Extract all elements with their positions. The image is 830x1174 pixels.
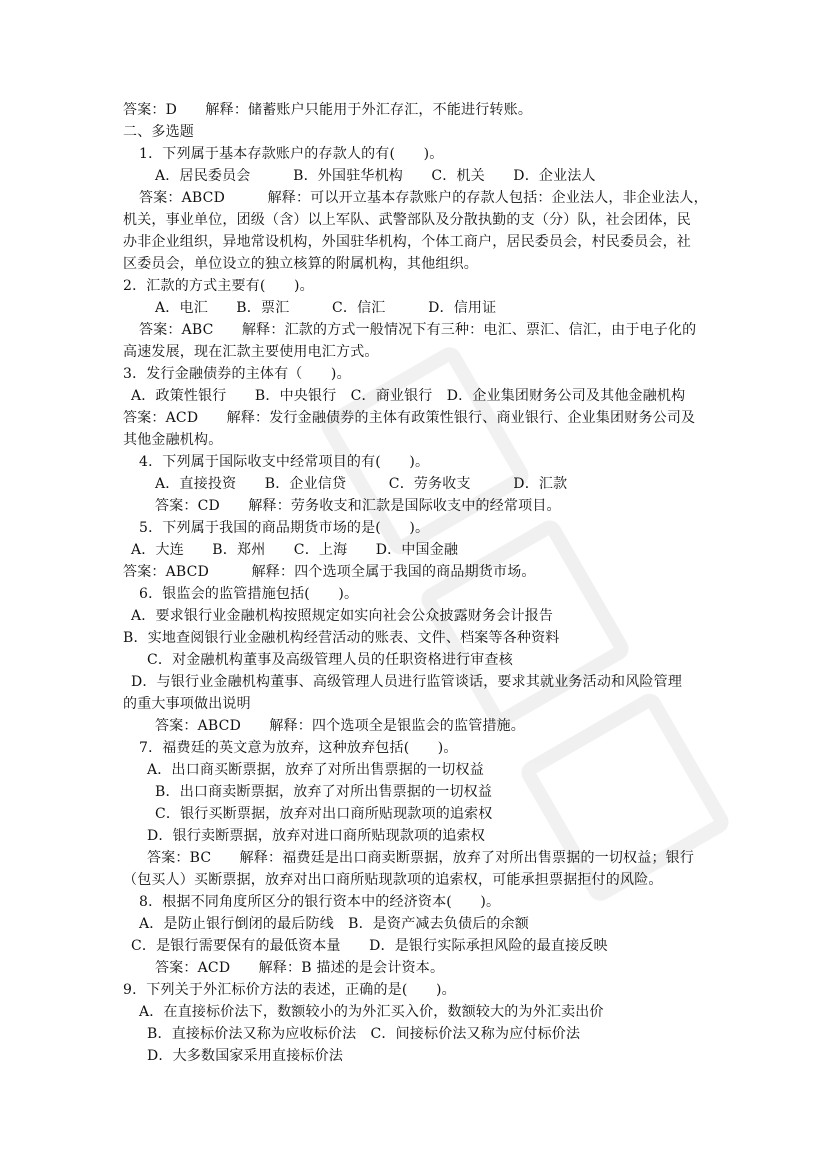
explanation-line: （包买人）买断票据，放弃对出口商所贴现款项的追索权，可能承担票据拒付的风险。 — [123, 872, 663, 888]
question-line: 7．福费廷的英文意为放弃，这种放弃包括( )。 — [139, 740, 458, 756]
explanation-line: 机关，事业单位，团级（含）以上军队、武警部队及分散执勤的支（分）队，社会团体，民 — [123, 212, 691, 228]
options-line: A．居民委员会 B．外国驻华机构 C．机关 D．企业法人 — [155, 168, 596, 184]
options-line: C．是银行需要保有的最低资本量 D．是银行实际承担风险的最直接反映 — [131, 938, 608, 954]
answer-line: 答案：ACD 解释：B 描述的是会计资本。 — [155, 960, 445, 976]
options-line: A．大连 B．郑州 C．上海 D．中国金融 — [131, 542, 459, 558]
question-line: 3．发行金融债券的主体有（ )。 — [123, 366, 351, 382]
answer-line: 答案：ACD 解释：发行金融债券的主体有政策性银行、商业银行、企业集团财务公司及 — [123, 410, 696, 426]
answer-line: 答案：ABCD 解释：四个选项全属于我国的商品期货市场。 — [123, 564, 536, 580]
option-line: B．出口商卖断票据，放弃了对所出售票据的一切权益 — [155, 784, 493, 800]
explanation-line: 高速发展，现在汇款主要使用电汇方式。 — [123, 344, 379, 360]
section-heading: 二、多选题 — [123, 124, 194, 140]
option-line: B．实地查阅银行业金融机构经营活动的账表、文件、档案等各种资料 — [123, 630, 560, 646]
option-line: D．与银行业金融机构董事、高级管理人员进行监管谈话，要求其就业务活动和风险管理 — [131, 674, 683, 690]
answer-line: 答案：ABCD 解释：可以开立基本存款账户的存款人包括：企业法人，非企业法人， — [139, 190, 708, 206]
answer-line: 答案：ABCD 解释：四个选项全是银监会的监管措施。 — [155, 718, 525, 734]
question-line: 6．银监会的监管措施包括( )。 — [139, 586, 359, 602]
question-line: 2．汇款的方式主要有( )。 — [123, 278, 314, 294]
option-line: A．要求银行业金融机构按照规定如实向社会公众披露财务会计报告 — [131, 608, 554, 624]
options-line: A．直接投资 B．企业信贷 C．劳务收支 D．汇款 — [155, 476, 568, 492]
options-line: B．直接标价法又称为应收标价法 C．间接标价法又称为应付标价法 — [147, 1026, 581, 1042]
options-line: A．政策性银行 B．中央银行 C．商业银行 D．企业集团财务公司及其他金融机构 — [131, 388, 686, 404]
option-line: D．银行卖断票据，放弃对进口商所贴现款项的追索权 — [147, 828, 486, 844]
option-line: 的重大事项做出说明 — [123, 696, 251, 712]
answer-line: 答案：BC 解释：福费廷是出口商卖断票据，放弃了对所出售票据的一切权益；银行 — [147, 850, 695, 866]
explanation-line: 办非企业组织，异地常设机构，外国驻华机构，个体工商户，居民委员会，村民委员会，社 — [123, 234, 691, 250]
option-line: D．大多数国家采用直接标价法 — [147, 1048, 344, 1064]
question-line: 5．下列属于我国的商品期货市场的是( )。 — [139, 520, 430, 536]
option-line: A．在直接标价法下，数额较小的为外汇买入价，数额较大的为外汇卖出价 — [139, 1004, 604, 1020]
options-line: A．是防止银行倒闭的最后防线 B．是资产减去负债后的余额 — [139, 916, 529, 932]
option-line: C．对金融机构董事及高级管理人员的任职资格进行审查核 — [147, 652, 513, 668]
option-line: C．银行买断票据，放弃对出口商所贴现款项的追索权 — [155, 806, 493, 822]
answer-line: 答案：ABC 解释：汇款的方式一般情况下有三种：电汇、票汇、信汇，由于电子化的 — [139, 322, 697, 338]
answer-line: 答案：CD 解释：劳务收支和汇款是国际收支中的经常项目。 — [155, 498, 561, 514]
options-line: A．电汇 B．票汇 C．信汇 D．信用证 — [155, 300, 497, 316]
question-line: 1．下列属于基本存款账户的存款人的有( )。 — [139, 146, 444, 162]
option-line: A．出口商买断票据，放弃了对所出售票据的一切权益 — [147, 762, 484, 778]
explanation-line: 其他金融机构。 — [123, 432, 223, 448]
question-line: 4．下列属于国际收支中经常项目的有( )。 — [139, 454, 430, 470]
question-line: 8．根据不同角度所区分的银行资本中的经济资本( )。 — [139, 894, 501, 910]
explanation-line: 区委员会，单位设立的独立核算的附属机构，其他组织。 — [123, 256, 478, 272]
question-line: 9．下列关于外汇标价方法的表述，正确的是( )。 — [123, 982, 456, 998]
answer-line: 答案：D 解释：储蓄账户只能用于外汇存汇，不能进行转账。 — [123, 102, 533, 118]
